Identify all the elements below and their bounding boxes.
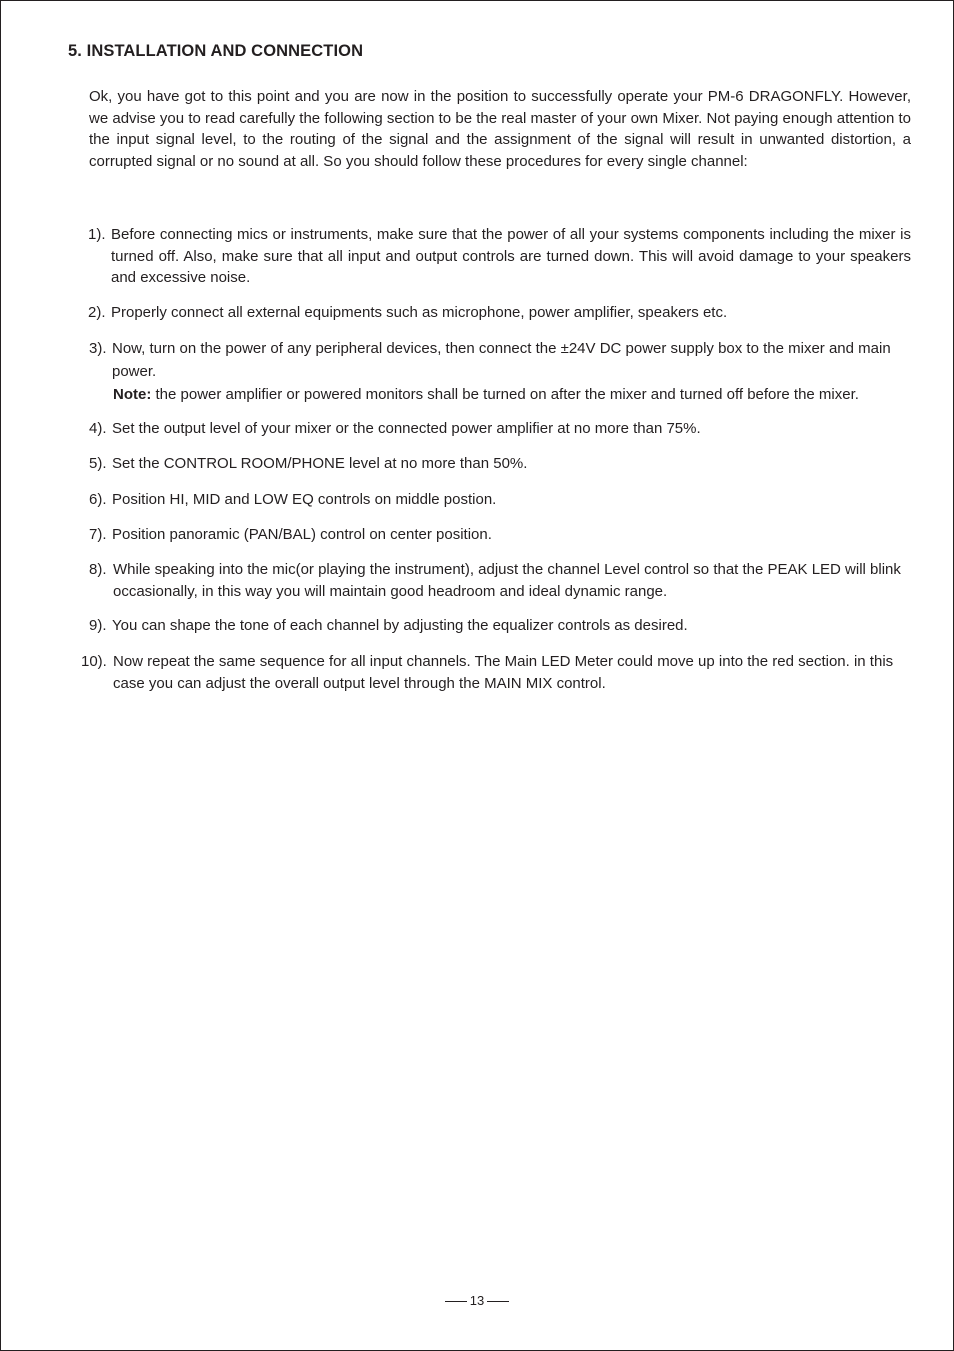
intro-paragraph: Ok, you have got to this point and you are now in the position to successfully operate your PM-6 DRAGONFLY. However, we advise you to read carefully the following section to be the real master of your own Mixer. Not paying enough attention to the input signal level, to the routing of the signal and the assignment of the signal will result in unwanted distortion, a corrupted signal or no sound at all. So you should follow these procedures for every single channel:: [89, 88, 911, 170]
step-text: Set the CONTROL ROOM/PHONE level at no more than 50%.: [112, 455, 528, 472]
step-text: Now, turn on the power of any peripheral devices, then connect the ±24V DC power supply box to the mixer and main power.: [112, 340, 891, 380]
step-4: [89, 418, 912, 440]
step-number: 9).: [89, 617, 107, 634]
step-number: 10).: [81, 653, 107, 670]
page-footer: [0, 1293, 954, 1309]
step-number: 3).: [89, 340, 107, 357]
section-title: 5. INSTALLATION AND CONNECTION: [68, 42, 364, 60]
step-10: [81, 651, 914, 694]
step-number: 5).: [89, 455, 107, 472]
step-text: Before connecting mics or instruments, make sure that the power of all your systems components including the mixer is turned off. Also, make sure that all input and output controls are turned down. This will avoid damage to your speakers and excessive noise.: [111, 226, 911, 287]
step-text: Properly connect all external equipments such as microphone, power amplifier, speakers etc.: [111, 304, 728, 321]
step-6: [89, 489, 912, 511]
step-text: Set the output level of your mixer or the connected power amplifier at no more than 75%.: [112, 420, 701, 437]
step-text: You can shape the tone of each channel by adjusting the equalizer controls as desired.: [112, 617, 688, 634]
step-number: 6).: [89, 491, 107, 508]
footer-rule-left: [445, 1301, 467, 1302]
step-number: 1).: [88, 226, 106, 243]
step-8: [89, 559, 911, 602]
step-1: [88, 224, 911, 289]
step-3-note: [113, 385, 859, 405]
step-2: [88, 302, 911, 324]
footer-rule-right: [487, 1301, 509, 1302]
page-number: 13: [469, 1293, 485, 1308]
step-3: [89, 337, 912, 383]
step-text: While speaking into the mic(or playing the instrument), adjust the channel Level control so that the PEAK LED will blink occasionally, in this way you will maintain good headroom and ideal dynamic range.: [113, 561, 901, 600]
step-5: [89, 453, 912, 475]
step-text: Position HI, MID and LOW EQ controls on middle postion.: [112, 491, 497, 508]
note-text: the power amplifier or powered monitors shall be turned on after the mixer and turned off before the mixer.: [151, 386, 859, 403]
note-label: Note:: [113, 386, 152, 403]
step-number: 8).: [89, 561, 107, 578]
step-9: [89, 615, 912, 637]
step-number: 7).: [89, 526, 107, 543]
step-text: Now repeat the same sequence for all input channels. The Main LED Meter could move up into the red section. in this case you can adjust the overall output level through the MAIN MIX control.: [113, 653, 894, 692]
step-number: 4).: [89, 420, 107, 437]
step-7: [89, 524, 912, 546]
step-number: 2).: [88, 304, 106, 321]
step-text: Position panoramic (PAN/BAL) control on center position.: [112, 526, 492, 543]
